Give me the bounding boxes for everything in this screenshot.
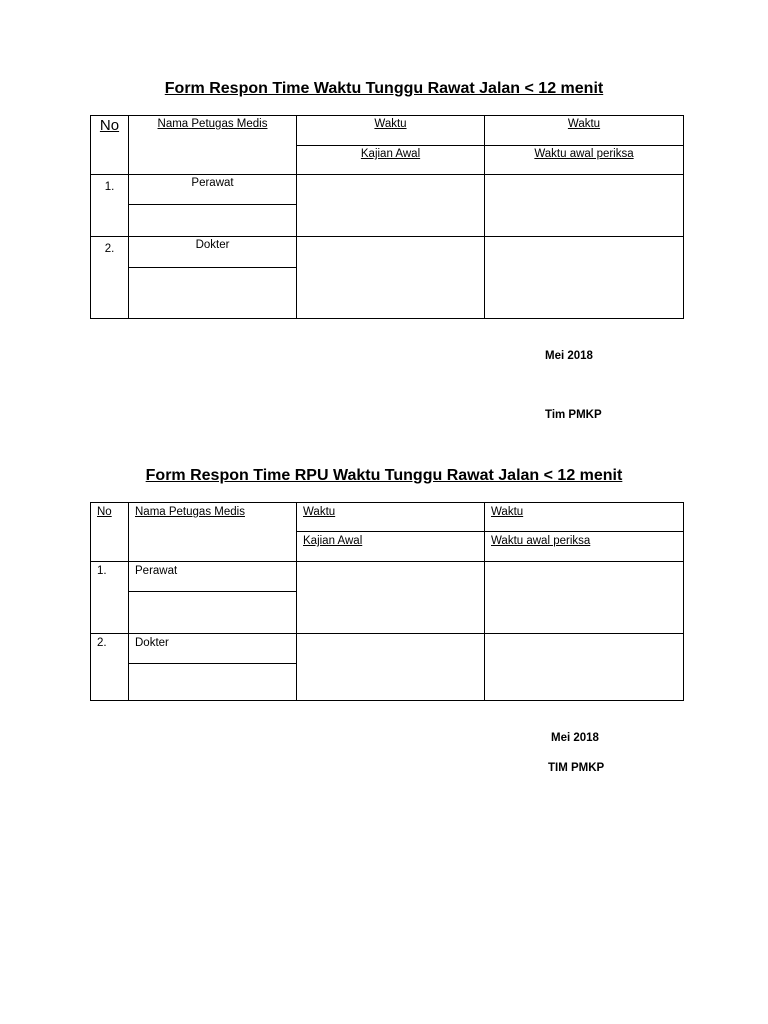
form2-row2-name-blank[interactable] bbox=[129, 664, 297, 701]
form2-header-kajian-awal: Kajian Awal bbox=[297, 532, 485, 562]
table-row bbox=[91, 562, 684, 592]
form1-header-nama: Nama Petugas Medis bbox=[129, 116, 297, 175]
form2-row2-name: Dokter bbox=[129, 634, 297, 664]
form2-header-no: No bbox=[91, 503, 129, 562]
form2-header-waktu-awal-periksa: Waktu awal periksa bbox=[485, 532, 684, 562]
form2-date: Mei 2018 bbox=[551, 732, 599, 744]
form2-title: Form Respon Time RPU Waktu Tunggu Rawat Jalan < 12 menit bbox=[145, 467, 623, 484]
form1-header-row bbox=[91, 116, 684, 146]
form1-row2-kajian-cell[interactable] bbox=[297, 237, 485, 319]
form1-row1-kajian-cell[interactable] bbox=[297, 175, 485, 237]
form1-header-kajian-awal: Kajian Awal bbox=[297, 146, 485, 175]
form2-header-waktu-2: Waktu bbox=[485, 503, 684, 532]
form2-header-waktu-1: Waktu bbox=[297, 503, 485, 532]
form1-row1-periksa-cell[interactable] bbox=[485, 175, 684, 237]
form1-row2-no: 2. bbox=[91, 237, 129, 319]
form1-team: Tim PMKP bbox=[545, 409, 602, 421]
form2-row1-kajian-cell[interactable] bbox=[297, 562, 485, 634]
form2-table bbox=[90, 502, 684, 701]
form1-header-waktu-2: Waktu bbox=[485, 116, 684, 146]
form1-header-waktu-1: Waktu bbox=[297, 116, 485, 146]
form1-row2-name-blank[interactable] bbox=[129, 268, 297, 319]
form1-row1-no: 1. bbox=[91, 175, 129, 237]
form2-row2-periksa-cell[interactable] bbox=[485, 634, 684, 701]
form2-header-row bbox=[91, 503, 684, 532]
form1-row1-name: Perawat bbox=[129, 175, 297, 205]
form2-row2-kajian-cell[interactable] bbox=[297, 634, 485, 701]
form1-row1-name-blank[interactable] bbox=[129, 205, 297, 237]
table-row bbox=[91, 175, 684, 205]
form2-row1-name: Perawat bbox=[129, 562, 297, 592]
form1-row2-periksa-cell[interactable] bbox=[485, 237, 684, 319]
form1-title: Form Respon Time Waktu Tunggu Rawat Jalan < 12 menit bbox=[164, 80, 604, 97]
table-row bbox=[91, 634, 684, 664]
form1-date: Mei 2018 bbox=[545, 350, 593, 362]
form2-team: TIM PMKP bbox=[548, 762, 605, 774]
form1-row2-name: Dokter bbox=[129, 237, 297, 268]
form2-row1-periksa-cell[interactable] bbox=[485, 562, 684, 634]
form2-row1-no: 1. bbox=[91, 562, 129, 634]
form2-header-nama: Nama Petugas Medis bbox=[129, 503, 297, 562]
form2-row2-no: 2. bbox=[91, 634, 129, 701]
form1-header-waktu-awal-periksa: Waktu awal periksa bbox=[485, 146, 684, 175]
form1-table bbox=[90, 115, 684, 319]
form1-header-no: No bbox=[91, 116, 129, 175]
form2-row1-name-blank[interactable] bbox=[129, 592, 297, 634]
table-row bbox=[91, 237, 684, 268]
